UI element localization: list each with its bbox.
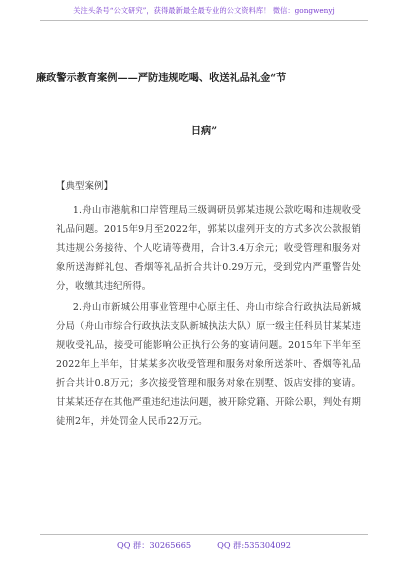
document-title-line-1: 廉政警示教育案例——严防违规吃喝、收送礼品礼金“节 (36, 72, 287, 84)
header-banner: 关注头条号“公文研究”，获得最新最全最专业的公文资料库！ 微信：gongwenyj (40, 6, 368, 21)
case-paragraph-1: 1.舟山市港航和口岸管理局三级调研员郭某违规公款吃喝和违规收受礼品问题。2015年9月至2022年，郭某以虚列开支的方式多次公款报销其违规公务接待、个人吃请等费用，合计3.4万余元；收受管理和服务对象所送海鲜礼包、香烟等礼品折合共计0.29万元，受到党内严重警告处分，收缴其违纪所得。 (56, 205, 361, 292)
section-label: 【典型案例】 (56, 181, 114, 192)
footer-qq-group-2: QQ 群:535304092 (217, 540, 291, 550)
footer-contact (40, 534, 368, 551)
case-paragraph-2: 2.舟山市新城公用事业管理中心原主任、舟山市综合行政执法局新城分局（舟山市综合行政执法支队新城执法大队）原一级主任科员甘某某违规收受礼品，接受可能影响公正执行公务的宴请问题。2015年下半年至2022年上半年，甘某某多次收受管理和服务对象所送茶叶、香烟等礼品折合共计0.8万元；多次接受管理和服务对象在别墅、饭店安排的宴请。甘某某还存在其他严重违纪违法问题，被开除党籍、开除公职，判处有期徒刑2年，并处罚金人民币22万元。 (56, 302, 361, 427)
document-body (56, 177, 361, 431)
document-title-line-2: 日病” (190, 125, 218, 137)
footer-qq-group-1: QQ 群：30265665 (117, 540, 192, 550)
